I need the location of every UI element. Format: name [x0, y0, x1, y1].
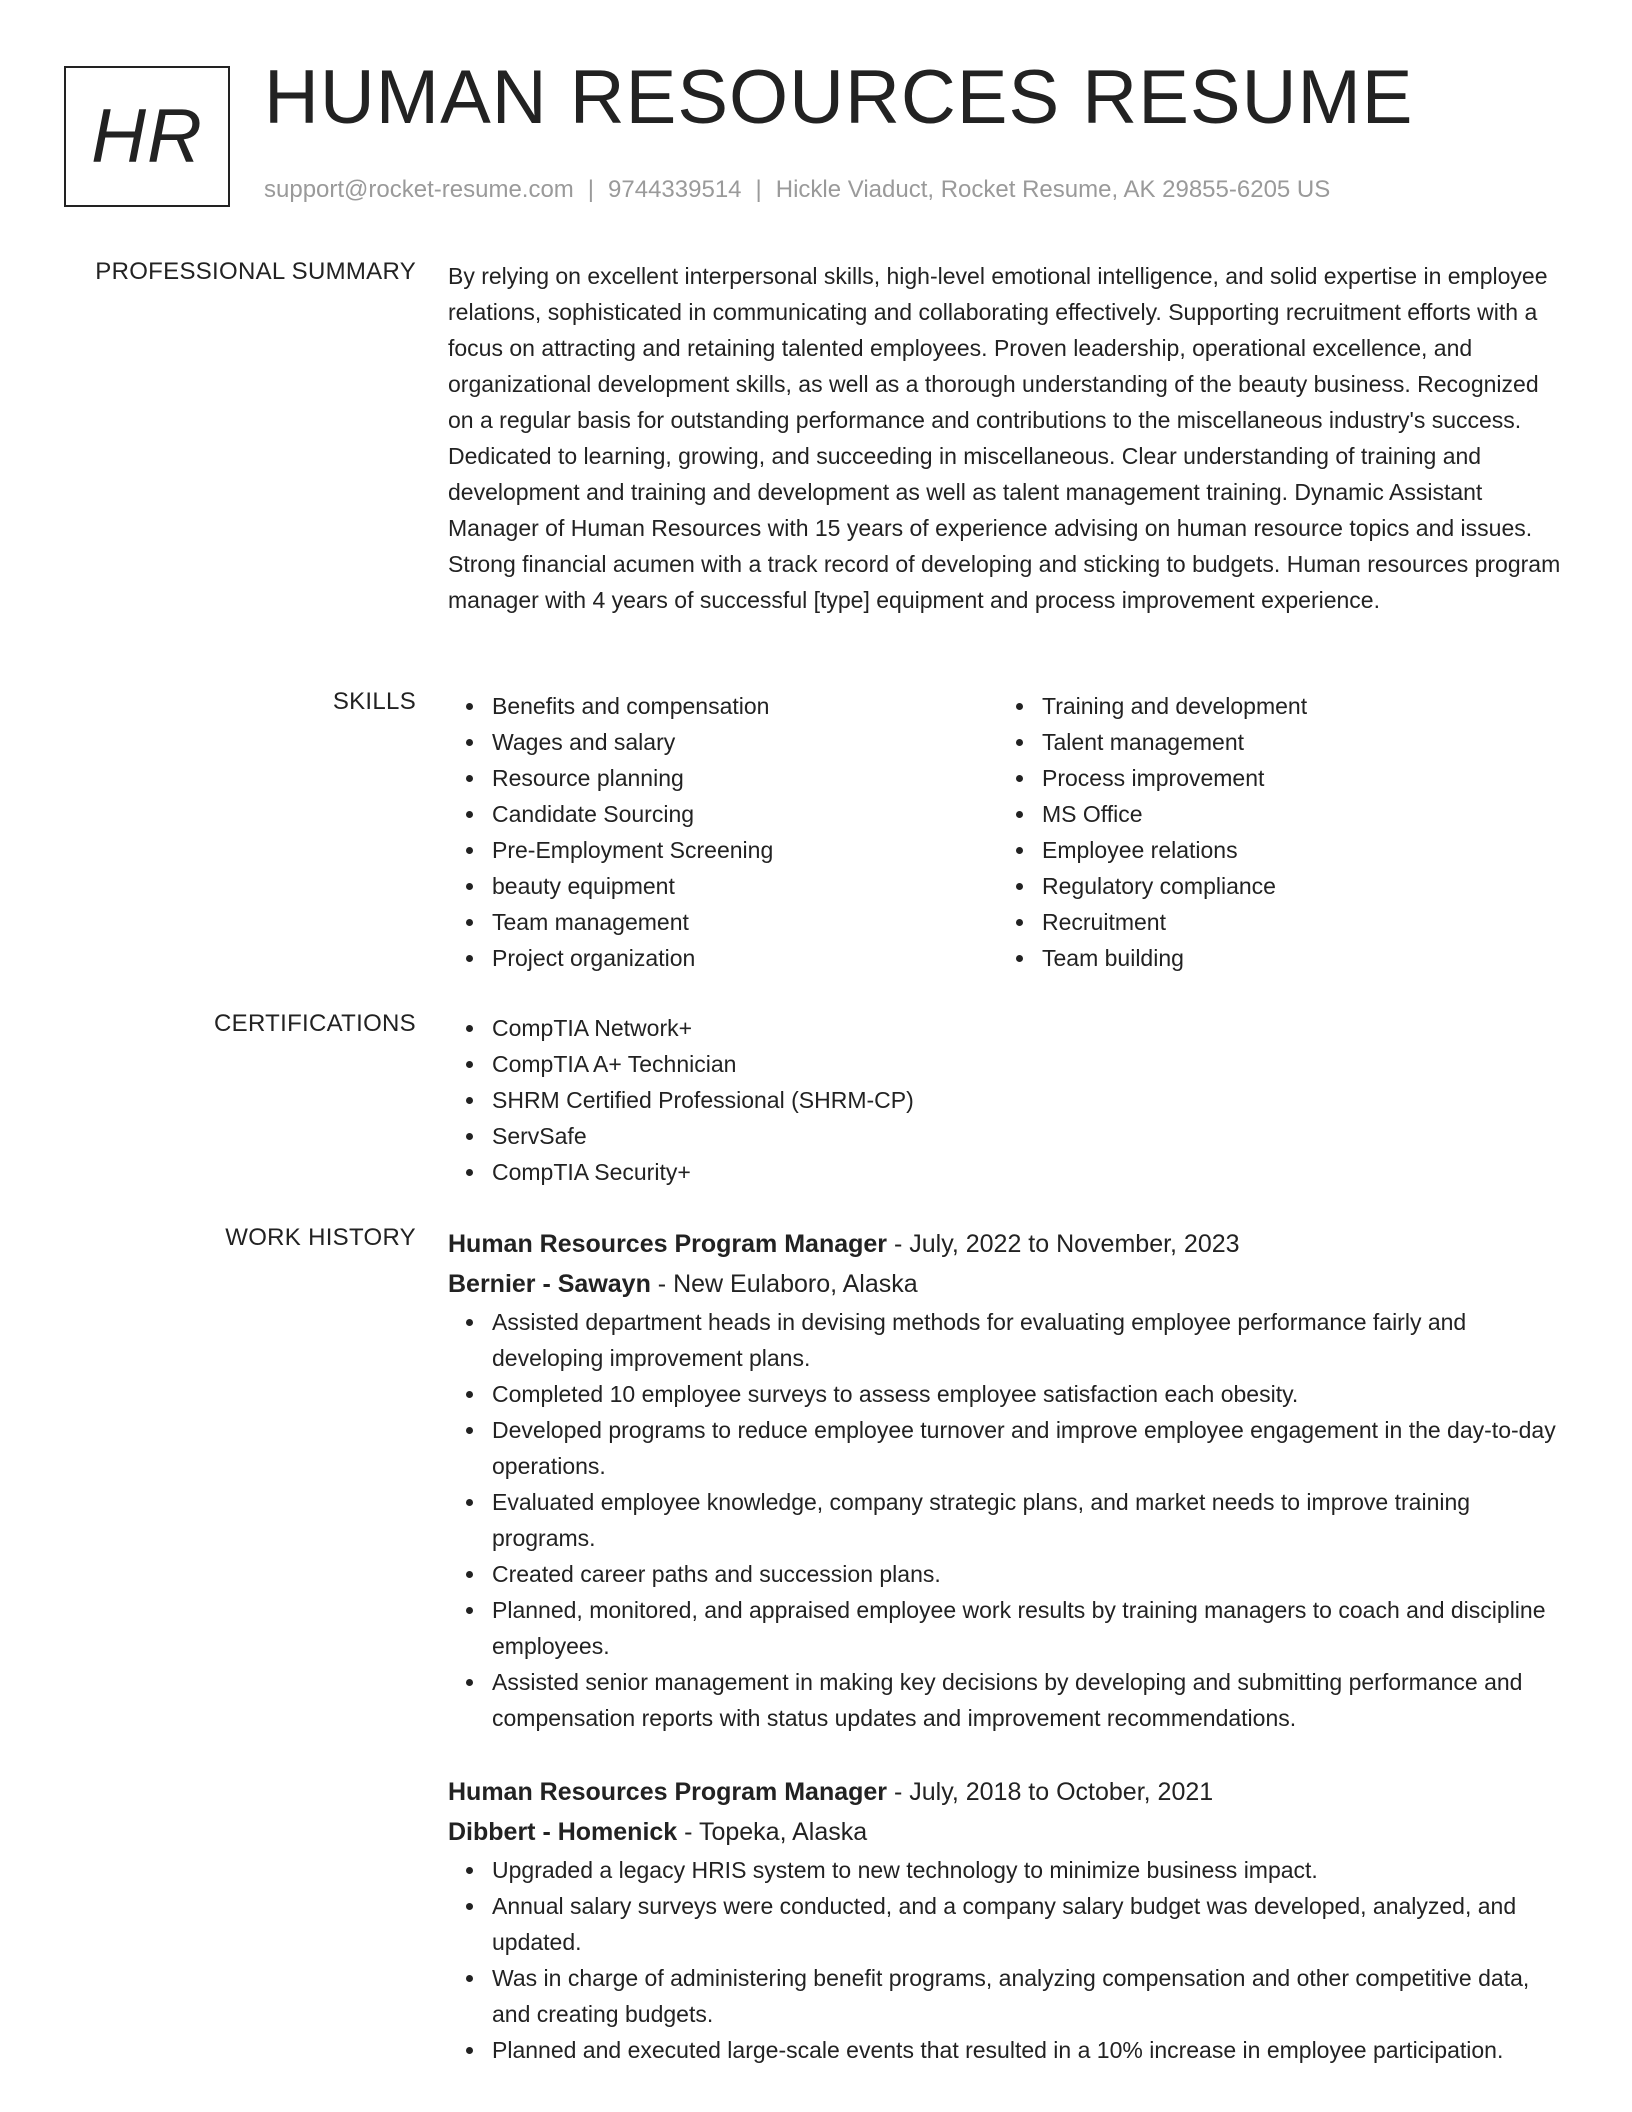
monogram-box — [64, 66, 230, 207]
job-dates: July, 2018 to October, 2021 — [909, 1778, 1214, 1806]
skills-column-left — [448, 688, 998, 976]
skills-column-right — [998, 688, 1548, 976]
monogram-text: HR — [91, 94, 203, 179]
contact-line — [264, 176, 1330, 204]
job-bullet-list — [448, 1852, 1568, 2068]
contact-address: Hickle Viaduct, Rocket Resume, AK 29855-6205 US — [775, 176, 1331, 203]
skills-body — [448, 688, 1568, 976]
job-bullet: Developed programs to reduce employee turnover and improve employee engagement in the day-to-day operations. — [492, 1412, 1568, 1484]
certification-item: CompTIA Network+ — [492, 1010, 1568, 1046]
job-bullet: Created career paths and succession plans. — [492, 1556, 1568, 1592]
skills-list-left — [448, 688, 998, 976]
work-history-heading: WORK HISTORY — [225, 1224, 416, 1251]
skill-item: Recruitment — [1042, 904, 1548, 940]
job-bullet: Annual salary surveys were conducted, and a company salary budget was developed, analyzed, and updated. — [492, 1888, 1568, 1960]
job-company: Dibbert - Homenick — [448, 1818, 678, 1846]
certifications-heading: CERTIFICATIONS — [214, 1010, 416, 1037]
skill-item: Regulatory compliance — [1042, 868, 1548, 904]
job-bullet: Assisted senior management in making key decisions by developing and submitting performance and compensation reports with status updates and improvement recommendations. — [492, 1664, 1568, 1736]
work-history-body — [448, 1224, 1568, 2104]
skill-item: Resource planning — [492, 760, 998, 796]
contact-separator: | — [755, 176, 762, 203]
job-location: New Eulaboro, Alaska — [673, 1270, 918, 1298]
skill-item: MS Office — [1042, 796, 1548, 832]
job-entry — [448, 1224, 1568, 1736]
job-title: Human Resources Program Manager — [448, 1230, 888, 1258]
skill-item: Team building — [1042, 940, 1548, 976]
skill-item: Training and development — [1042, 688, 1548, 724]
job-title-line: Human Resources Program Manager - July, 2018 to October, 2021 — [448, 1778, 1214, 1806]
contact-phone: 9744339514 — [608, 176, 742, 203]
skill-item: Employee relations — [1042, 832, 1548, 868]
job-title-line: Human Resources Program Manager - July, 2022 to November, 2023 — [448, 1230, 1240, 1258]
contact-separator: | — [587, 176, 595, 203]
skill-item: Benefits and compensation — [492, 688, 998, 724]
summary-heading: PROFESSIONAL SUMMARY — [95, 258, 416, 285]
job-bullet: Was in charge of administering benefit programs, analyzing compensation and other competitive data, and creating budgets. — [492, 1960, 1568, 2032]
skill-item: Team management — [492, 904, 998, 940]
job-entry — [448, 1772, 1568, 2068]
job-bullet: Planned and executed large-scale events that resulted in a 10% increase in employee participation. — [492, 2032, 1568, 2068]
resume-header — [0, 0, 1632, 230]
job-bullet: Upgraded a legacy HRIS system to new technology to minimize business impact. — [492, 1852, 1568, 1888]
job-location: Topeka, Alaska — [698, 1818, 868, 1846]
certifications-list — [448, 1010, 1568, 1190]
job-company: Bernier - Sawayn — [448, 1270, 651, 1298]
job-bullet: Planned, monitored, and appraised employee work results by training managers to coach and discipline employees. — [492, 1592, 1568, 1664]
certification-item: CompTIA A+ Technician — [492, 1046, 1568, 1082]
resume-title: HUMAN RESOURCES RESUME — [264, 55, 1414, 140]
skill-item: Talent management — [1042, 724, 1548, 760]
skill-item: Process improvement — [1042, 760, 1548, 796]
summary-text: By relying on excellent interpersonal skills, high-level emotional intelligence, and solid expertise in employee relations, sophisticated in communicating and collaborating effectively. Supporting recruitment efforts with a focus on attracting and retaining talented employees. Proven leadership, operational excellence, and organizational development skills, as well as a thorough understanding of the beauty business. Recognized on a regular basis for outstanding performance and contributions to the miscellaneous industry's success. Dedicated to learning, growing, and succeeding in miscellaneous. Clear understanding of training and development and training and development as well as talent management training. Dynamic Assistant Manager of Human Resources with 15 years of experience advising on human resource topics and issues. Strong financial acumen with a track record of developing and sticking to budgets. Human resources program manager with 4 years of successful [type] equipment and process improvement experience. — [448, 263, 1561, 613]
certification-item: ServSafe — [492, 1118, 1568, 1154]
skill-item: Candidate Sourcing — [492, 796, 998, 832]
job-dates: July, 2022 to November, 2023 — [909, 1230, 1240, 1258]
certifications-body — [448, 1010, 1568, 1190]
contact-email: support@rocket-resume.com — [264, 176, 574, 203]
job-bullet: Evaluated employee knowledge, company strategic plans, and market needs to improve training programs. — [492, 1484, 1568, 1556]
job-company-line: Dibbert - Homenick - Topeka, Alaska — [448, 1818, 868, 1846]
skills-list-right — [998, 688, 1548, 976]
skill-item: beauty equipment — [492, 868, 998, 904]
skills-columns — [448, 688, 1568, 976]
skills-heading: SKILLS — [332, 688, 416, 715]
job-bullet: Assisted department heads in devising methods for evaluating employee performance fairly and developing improvement plans. — [492, 1304, 1568, 1376]
job-bullet-list — [448, 1304, 1568, 1736]
job-bullet: Completed 10 employee surveys to assess employee satisfaction each obesity. — [492, 1376, 1568, 1412]
job-company-line: Bernier - Sawayn - New Eulaboro, Alaska — [448, 1270, 918, 1298]
certification-item: CompTIA Security+ — [492, 1154, 1568, 1190]
skill-item: Wages and salary — [492, 724, 998, 760]
skill-item: Pre-Employment Screening — [492, 832, 998, 868]
job-title: Human Resources Program Manager — [448, 1778, 888, 1806]
summary-body — [448, 258, 1568, 618]
skill-item: Project organization — [492, 940, 998, 976]
certification-item: SHRM Certified Professional (SHRM-CP) — [492, 1082, 1568, 1118]
